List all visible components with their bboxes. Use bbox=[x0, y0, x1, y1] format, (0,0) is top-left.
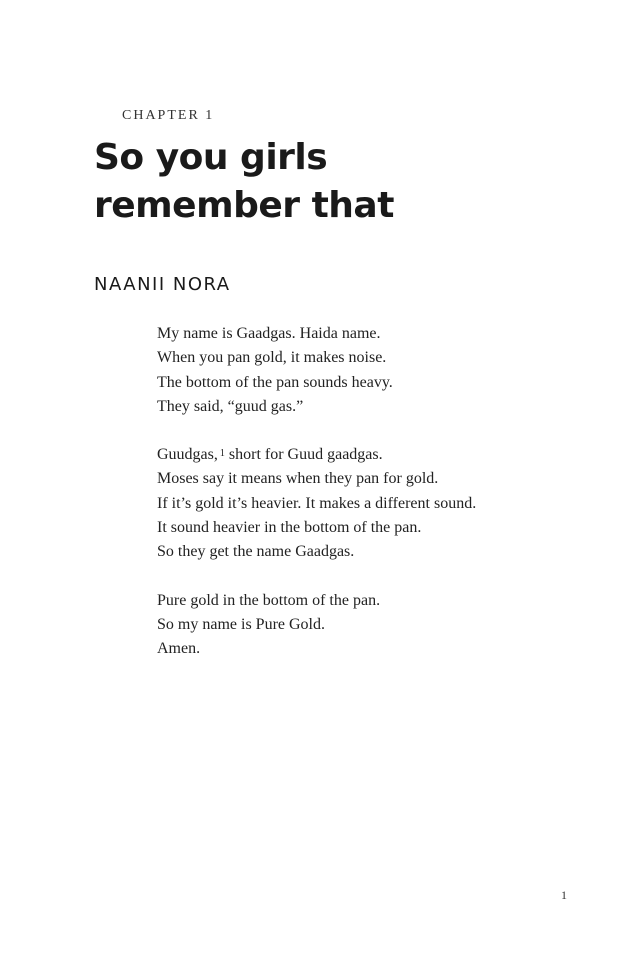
chapter-label: CHAPTER 1 bbox=[122, 108, 215, 123]
poem-line: It sound heavier in the bottom of the pan. bbox=[157, 519, 422, 537]
poem-stanza bbox=[157, 322, 476, 419]
footnoted-word: Guudgas, bbox=[157, 446, 218, 464]
poem-line bbox=[157, 443, 476, 467]
author-name: NAANII NORA bbox=[94, 274, 231, 295]
poem-stanza bbox=[157, 443, 476, 564]
poem-line: The bottom of the pan sounds heavy. bbox=[157, 373, 393, 391]
poem bbox=[157, 322, 476, 662]
poem-line: Amen. bbox=[157, 640, 201, 658]
poem-line: They said, “guud gas.” bbox=[157, 397, 304, 415]
chapter-title-line: So you girls bbox=[94, 137, 328, 178]
poem-line: My name is Gaadgas. Haida name. bbox=[157, 325, 381, 342]
poem-line: If it’s gold it’s heavier. It makes a different sound. bbox=[157, 494, 477, 512]
chapter-title-line: remember that bbox=[94, 185, 394, 226]
poem-line: When you pan gold, it makes noise. bbox=[157, 349, 387, 367]
poem-line-rest: short for Guud gaadgas. bbox=[224, 446, 383, 464]
poem-line: Moses say it means when they pan for gold. bbox=[157, 470, 439, 488]
page-number: 1 bbox=[561, 888, 567, 902]
poem-line: So they get the name Gaadgas. bbox=[157, 543, 355, 561]
poem-stanza bbox=[157, 589, 476, 662]
poem-line: So my name is Pure Gold. bbox=[157, 615, 325, 633]
chapter-title bbox=[94, 134, 514, 230]
footnote-reference[interactable]: 1 bbox=[219, 448, 225, 460]
poem-line: Pure gold in the bottom of the pan. bbox=[157, 591, 381, 609]
